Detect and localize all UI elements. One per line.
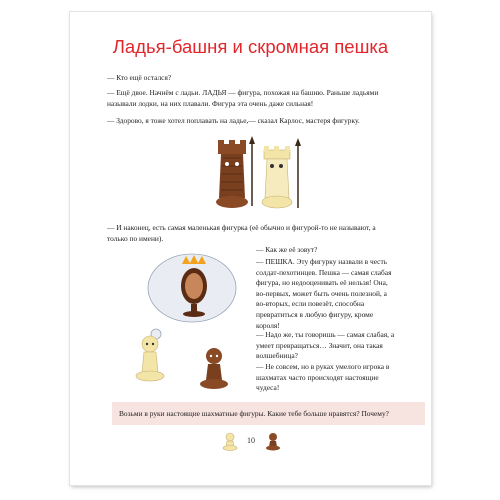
white-pawn-footer-icon — [220, 431, 240, 451]
paragraph-name-question: — Как же её зовут? — [256, 245, 318, 254]
paragraph-pawn-intro: — И наконец, есть самая маленькая фигурка (её обычно и фигурой-то не называют, а только по имени). — [107, 223, 376, 243]
light-pawn-icon — [136, 336, 164, 381]
book-page — [70, 12, 431, 485]
dark-pawn-icon — [200, 348, 228, 389]
black-pawn-footer-icon — [263, 431, 283, 451]
dark-rook-icon — [216, 136, 255, 208]
paragraph-question: — Кто ещё остался? — [107, 73, 172, 82]
pawns-illustration — [110, 252, 250, 392]
paragraph-carlos: — Здорово, я тоже хотел поплавать на ладье,— сказал Карлос, мастеря фигурку. — [107, 116, 360, 125]
light-rook-icon — [262, 138, 301, 208]
page-title: Ладья-башня и скромная пешка — [112, 36, 389, 57]
tip-box: Возьми в руки настоящие шахматные фигуры. Какие тебе больше нравятся? Почему? — [112, 402, 425, 425]
page-number: 10 — [247, 436, 255, 445]
paragraph-rook-intro: — Ещё двое. Начнём с ладьи. ЛАДЬЯ — фигура, похожая на башню. Раньше ладьями называли лодки, на них плавали. Фигура эта очень даже сильная! — [107, 88, 379, 108]
paragraph-miracles: — Не совсем, но в руках умелого игрока в шахматах часто происходят настоящие чудеса! — [256, 362, 390, 393]
paragraph-pawn-description: — ПЕШКА. Эту фигурку назвали в честь солдат-пехотинцев. Пешка — самая слабая фигура, но недооценивать её нельзя! Она, во-первых, может быть очень полезной, а во-вторых, если повезёт, способна превратиться в любую фигуру, кроме короля! — [256, 257, 392, 330]
paragraph-weakest-reply: — Надо же, ты говоришь — самая слабая, а умеет превращаться… Значит, она такая волшебница? — [256, 330, 395, 361]
rooks-illustration — [210, 136, 305, 218]
